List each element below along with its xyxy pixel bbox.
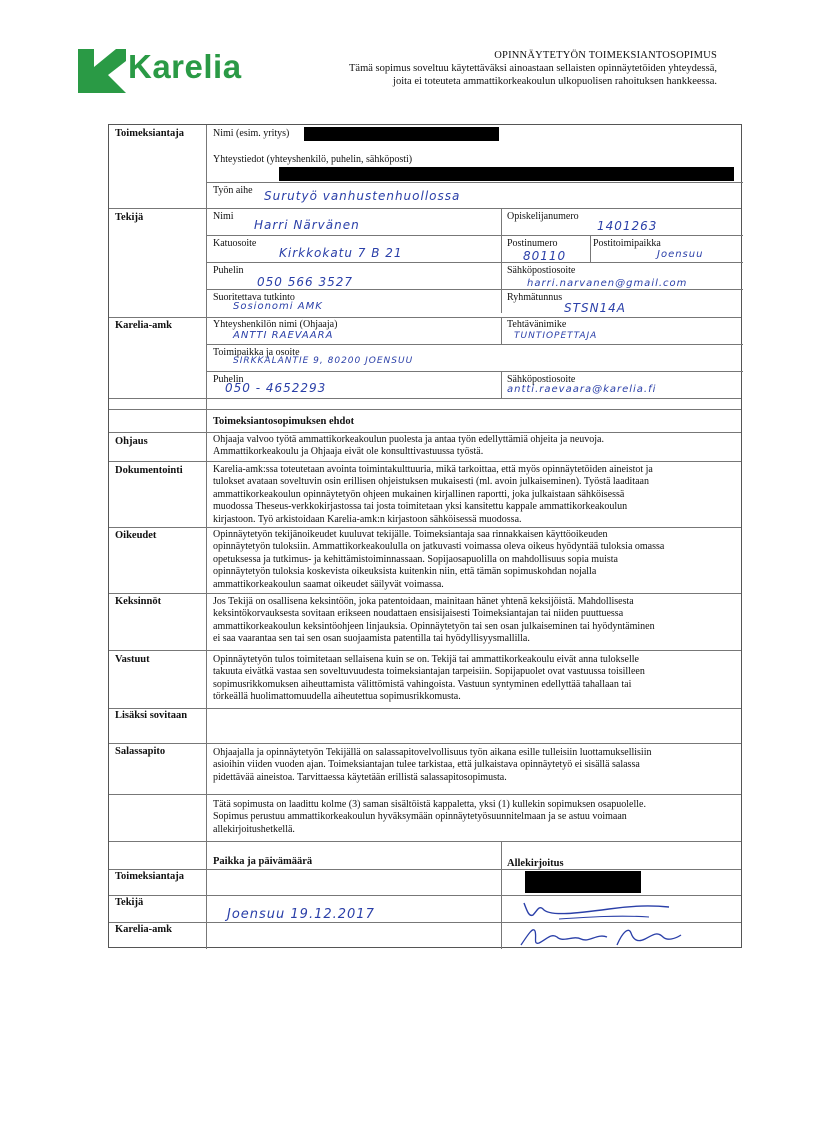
term-label-ohjaus: Ohjaus bbox=[115, 436, 148, 447]
term-text-oikeudet: Opinnäytetyön tekijänoikeudet kuuluvat tekijälle. Toimeksiantaja saa rinnakkaisen käyttöoikeuden opinnäytetyön tuloksiin. Ammattikorkeakoululla on jatkuvasti voimassa oleva oikeus hyödyntää tuloksia omassa opetuksessa ja tutkimus- ja kehittämistoiminnassaan. Sopijaosapuolilla on mahdollisuus sopia muista opinnäytetyön tuloksia koskevista oikeuksista kuitenkin niin, että tämän sopimuskohdan nojalla ammattikorkeakoulun saamat oikeudet säilyvät voimassa. bbox=[213, 529, 665, 590]
phone-value: 050 566 3527 bbox=[257, 275, 353, 289]
author-name-value: Harri Närvänen bbox=[254, 218, 360, 232]
postal-code-value: 80110 bbox=[523, 249, 567, 263]
author-signature-icon bbox=[519, 897, 689, 923]
document-subtitle: Tämä sopimus soveltuu käytettäväksi ainoastaan sellaisten opinnäytetöiden yhteydessä, joita ei toteuteta ammattikorkeakoulun ulkopuolisen rahoituksen hankkeessa. bbox=[349, 63, 717, 87]
field-label-name: Nimi bbox=[213, 211, 234, 222]
term-label-oikeudet: Oikeudet bbox=[115, 530, 157, 541]
term-label-dokumentointi: Dokumentointi bbox=[115, 465, 183, 476]
term-text-vastuut: Opinnäytetyön tulos toimitetaan sellaisena kuin se on. Tekijä tai ammattikorkeakoulu eivät anna tulokselle takuuta eivätkä vastaa sen soveltuvuudesta toimeksiantajan tarpeisiin. Sopijapuolet ovat vastuussa toisilleen sopimusrikkomuksen aiheuttamista välittömistä vahingoista. Vastuun syntyminen edellyttää tahallaan tai törkeällä huolimattomuudella aiheutettua sopimusrikkomusta. bbox=[213, 654, 645, 703]
term-text-salassapito: Ohjaajalla ja opinnäytetyön Tekijällä on salassapitovelvollisuus työn aikana esille tulleisiin luottamuksellisiin asioihin viiden vuoden ajan. Toimeksiantajan tulee tarkistaa, että julkaistava opinnäytetyö ei sisällä salassa pidettävää aineistoa. Tarvittaessa käytetään erillistä salassapitosopimusta. bbox=[213, 747, 652, 783]
document-title: OPINNÄYTETYÖN TOIMEKSIANTOSOPIMUS bbox=[494, 50, 717, 61]
term-text-ohjaus: Ohjaaja valvoo työtä ammattikorkeakoulun puolesta ja antaa työn edellyttämiä ohjeita ja neuvoja. Ammattikorkeakoulu ja Ohjaaja eivät ole konsulttivastuussa työstä. bbox=[213, 434, 604, 458]
signature-label: Allekirjoitus bbox=[507, 858, 564, 869]
field-label-email: Sähköpostiosoite bbox=[507, 265, 576, 276]
student-number-value: 1401263 bbox=[597, 219, 658, 233]
field-label-office-address: Toimipaikka ja osoite bbox=[213, 347, 300, 358]
sig-row-karelia: Karelia-amk bbox=[115, 924, 172, 935]
field-label-student-number: Opiskelijanumero bbox=[507, 211, 579, 222]
supervisor-value: ANTTI RAEVAARA bbox=[233, 330, 334, 341]
term-label-keksinnot: Keksinnöt bbox=[115, 596, 162, 607]
field-label-contact: Yhteystiedot (yhteyshenkilö, puhelin, sähköposti) bbox=[213, 154, 413, 165]
term-text-dokumentointi: Karelia-amk:ssa toteutetaan avointa toimintakulttuuria, mikä tarkoittaa, että myös opinnäytetöiden aineistot ja tulokset avataan soveltuvin osin erillisen ohjeistuksen mukaisesti (ml. avoin julkaiseminen). Työstä laaditaan ammattikorkeakoulun opinnäytetyön ohjeen mukainen kirjallinen raportti, joka julkaistaan sähköisessä muodossa Theseus-verkkokirjastossa tai josta toimitetaan yksi kansitettu kappale ammattikorkeakoulun kirjastoon. Työ arkistoidaan Karelia-amk:n kirjastoon sähköisessä muodossa. bbox=[213, 464, 653, 525]
office-address-value: SIRKKALANTIE 9, 80200 JOENSUU bbox=[233, 356, 414, 366]
section-label-karelia: Karelia-amk bbox=[115, 320, 172, 331]
group-value: STSN14A bbox=[564, 301, 627, 315]
term-label-lisaksi: Lisäksi sovitaan bbox=[115, 710, 188, 721]
field-label-phone: Puhelin bbox=[213, 374, 244, 385]
term-text-keksinnot: Jos Tekijä on osallisena keksintöön, joka patentoidaan, mainitaan hänet yhtenä keksijöistä. Mahdollisesta keksintökorvauksesta sovitaan erikseen noudattaen ensisijaisesti Toimeksiantajan tai niiden puuttuessa ammattikorkeakoulun keksintöohjeen linjauksia. Opinnäytetyön tai sen osan julkaiseminen tai hyödyntäminen ei saa vaarantaa sen tai sen osan suojaamista patentilla tai hyödyllisyysmallilla. bbox=[213, 596, 655, 645]
copies-statement: Tätä sopimusta on laadittu kolme (3) saman sisältöistä kappaletta, yksi (1) kullekin sopimuksen osapuolelle. Sopimus perustuu ammattikorkeakoulun hyväksymään opinnäytetyösuunnitelmaan ja se astuu voimaan allekirjoitushetkellä. bbox=[213, 799, 646, 835]
field-label-address: Katuosoite bbox=[213, 238, 257, 249]
supervisor-signature-icon bbox=[517, 923, 697, 949]
field-label-job-title: Tehtävänimike bbox=[507, 319, 567, 330]
redacted-block bbox=[304, 127, 499, 141]
place-date-label: Paikka ja päivämäärä bbox=[213, 856, 313, 867]
job-title-value: TUNTIOPETTAJA bbox=[514, 331, 598, 341]
agreement-form bbox=[108, 124, 742, 948]
field-label-city: Postitoimipaikka bbox=[593, 238, 661, 249]
field-label-supervisor: Yhteyshenkilön nimi (Ohjaaja) bbox=[213, 319, 338, 330]
section-label-tekija: Tekijä bbox=[115, 212, 144, 223]
field-label-degree: Suoritettava tutkinto bbox=[213, 292, 295, 303]
section-label-toimeksiantaja: Toimeksiantaja bbox=[115, 128, 185, 139]
topic-value: Surutyö vanhustenhuollossa bbox=[264, 189, 461, 203]
terms-heading: Toimeksiantosopimuksen ehdot bbox=[213, 416, 355, 427]
place-date-value: Joensuu 19.12.2017 bbox=[227, 907, 375, 922]
term-label-salassapito: Salassapito bbox=[115, 746, 166, 757]
field-label-postal-code: Postinumero bbox=[507, 238, 558, 249]
redacted-block bbox=[525, 871, 641, 893]
supervisor-phone-value: 050 - 4652293 bbox=[225, 381, 327, 395]
field-label-topic: Työn aihe bbox=[213, 185, 253, 196]
sig-row-tekija: Tekijä bbox=[115, 897, 144, 908]
field-label-name: Nimi (esim. yritys) bbox=[213, 128, 290, 139]
term-label-vastuut: Vastuut bbox=[115, 654, 150, 665]
supervisor-email-value: antti.raevaara@karelia.fi bbox=[507, 384, 657, 395]
field-label-phone: Puhelin bbox=[213, 265, 244, 276]
address-value: Kirkkokatu 7 B 21 bbox=[279, 246, 403, 260]
city-value: Joensuu bbox=[657, 249, 704, 260]
logo-text: Karelia bbox=[128, 48, 242, 85]
degree-value: Sosionomi AMK bbox=[233, 301, 323, 312]
email-value: harri.narvanen@gmail.com bbox=[527, 278, 688, 289]
field-label-group: Ryhmätunnus bbox=[507, 292, 563, 303]
field-label-email: Sähköpostiosoite bbox=[507, 374, 576, 385]
redacted-block bbox=[279, 167, 734, 181]
sig-row-toimeksiantaja: Toimeksiantaja bbox=[115, 871, 185, 882]
